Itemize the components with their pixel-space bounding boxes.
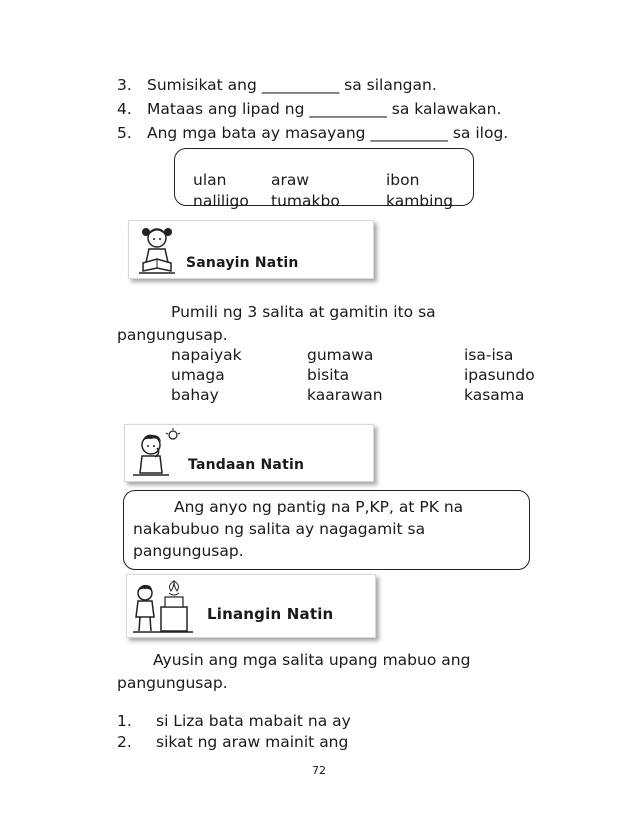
word-naliligo: naliligo: [193, 192, 249, 210]
tandaan-natin-title: Tandaan Natin: [188, 457, 305, 473]
girl-reading-icon: [135, 223, 181, 277]
sanayin-natin-banner: [128, 220, 374, 279]
linangin-natin-banner: [126, 574, 376, 638]
sanayin-instruction-line2: pangungusap.: [117, 326, 228, 344]
word-tumakbo: tumakbo: [271, 192, 340, 210]
item-number: 1.: [117, 712, 132, 730]
item-number: 2.: [117, 733, 132, 751]
item-number: 5.: [117, 124, 132, 142]
linangin-item-2: [117, 733, 348, 751]
item-text: si Liza bata mabait na ay: [156, 712, 351, 730]
item-number: 3.: [117, 76, 132, 94]
linangin-instruction-line2: pangungusap.: [117, 674, 228, 692]
sanayin-word: bisita: [307, 366, 350, 384]
page-number: 72: [312, 764, 326, 777]
linangin-instruction-line1: Ayusin ang mga salita upang mabuo ang: [153, 651, 471, 669]
fill-in-item-3: [117, 76, 437, 94]
word-ibon: ibon: [386, 171, 420, 189]
boy-at-desk-icon: [131, 577, 207, 635]
linangin-natin-title: Linangin Natin: [207, 605, 334, 623]
item-text: Sumisikat ang __________ sa silangan.: [147, 76, 437, 94]
sanayin-word: kasama: [464, 386, 525, 404]
item-text: Mataas ang lipad ng __________ sa kalawakan.: [147, 100, 502, 118]
word-ulan: ulan: [193, 171, 227, 189]
fill-in-item-5: [117, 124, 508, 142]
tandaan-line2: nakabubuo ng salita ay nagagamit sa: [133, 520, 426, 538]
item-text: sikat ng araw mainit ang: [156, 733, 349, 751]
thinking-boy-icon: [131, 427, 183, 479]
word-kambing: kambing: [386, 192, 454, 210]
tandaan-line1: Ang anyo ng pantig na P,KP, at PK na: [174, 498, 464, 516]
sanayin-word: napaiyak: [171, 346, 242, 364]
sanayin-word: kaarawan: [307, 386, 383, 404]
item-text: Ang mga bata ay masayang __________ sa ilog.: [147, 124, 509, 142]
sanayin-instruction-line1: Pumili ng 3 salita at gamitin ito sa: [171, 303, 436, 321]
sanayin-word: ipasundo: [464, 366, 535, 384]
word-araw: araw: [271, 171, 310, 189]
fill-in-item-4: [117, 100, 501, 118]
linangin-item-1: [117, 712, 351, 730]
sanayin-word: umaga: [171, 366, 225, 384]
sanayin-natin-title: Sanayin Natin: [186, 255, 299, 271]
sanayin-word: bahay: [171, 386, 219, 404]
sanayin-word: isa-isa: [464, 346, 514, 364]
tandaan-line3: pangungusap.: [133, 542, 244, 560]
item-number: 4.: [117, 100, 132, 118]
sanayin-word: gumawa: [307, 346, 374, 364]
tandaan-natin-banner: [124, 424, 374, 482]
